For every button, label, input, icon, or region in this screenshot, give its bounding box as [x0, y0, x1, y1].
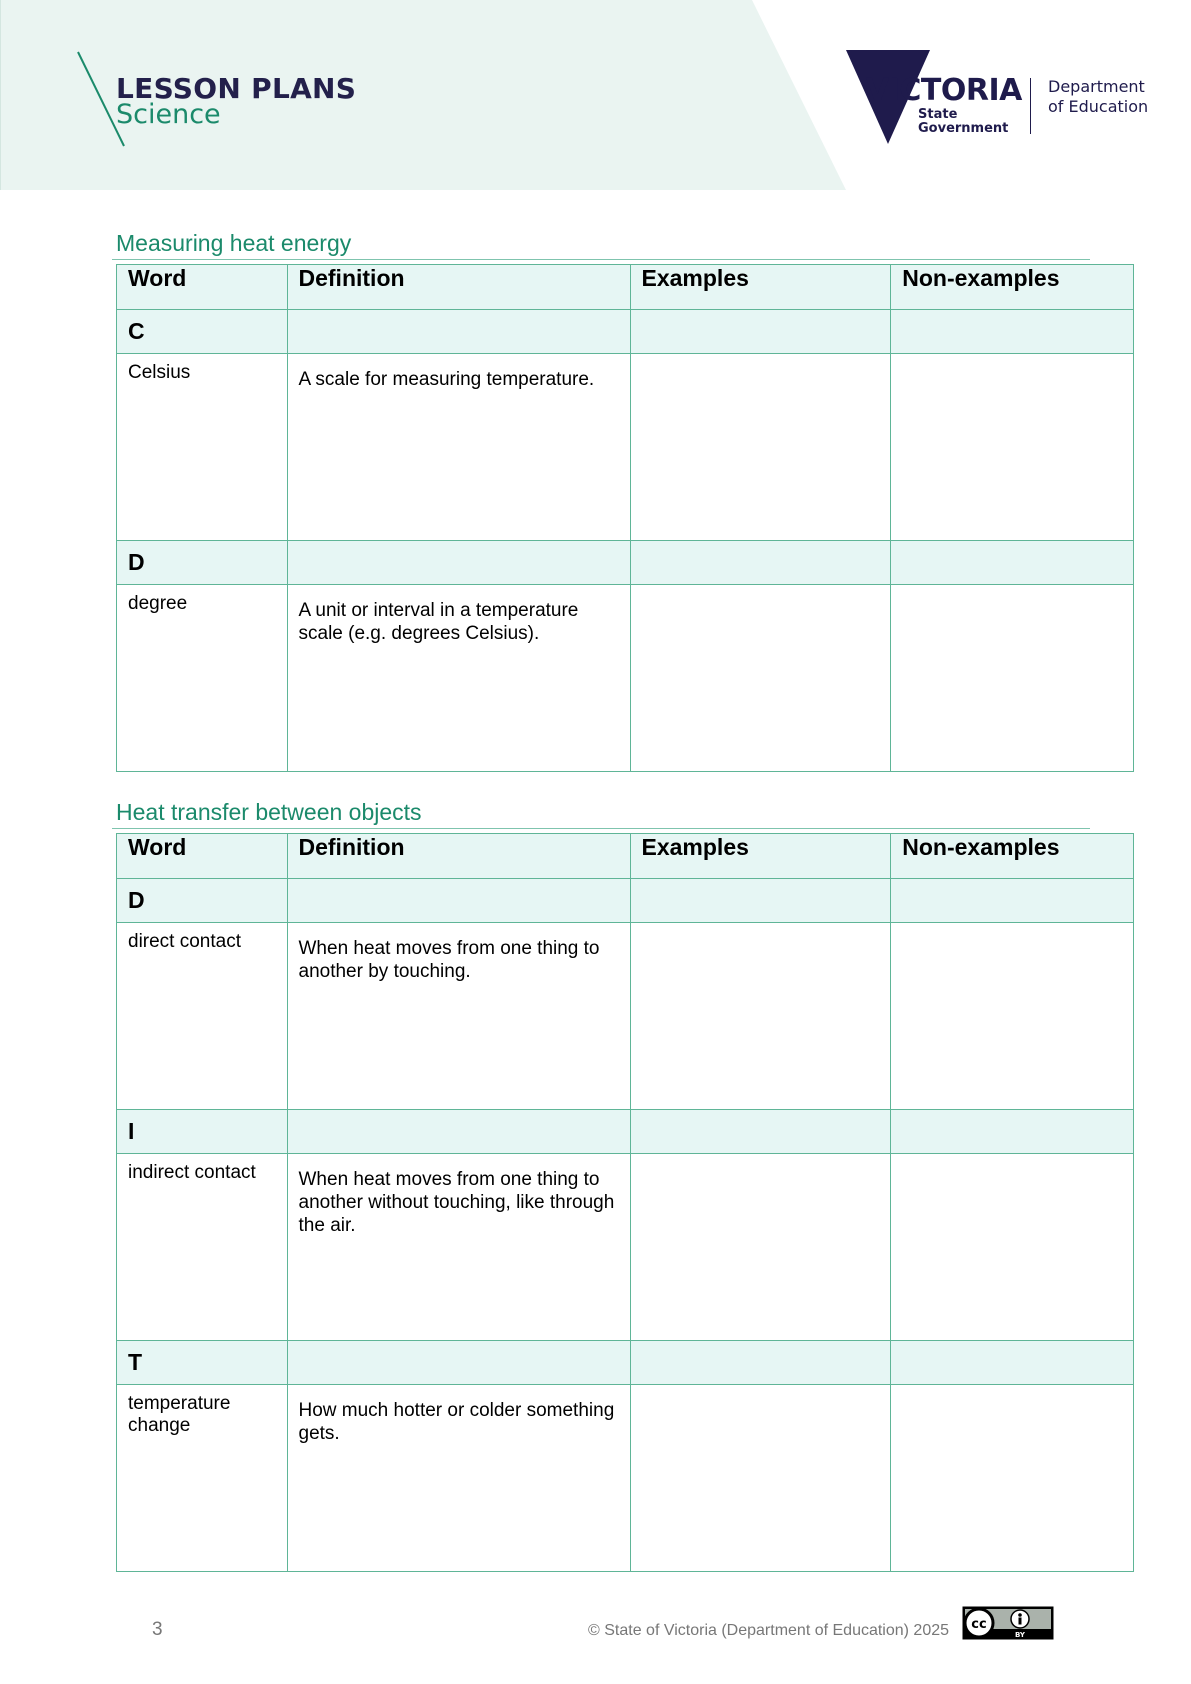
table-header-row [117, 834, 1134, 879]
table-header-row [117, 265, 1134, 310]
letter-row [117, 541, 1134, 585]
examples-cell[interactable] [630, 923, 891, 1110]
column-header-non-examples: Non-examples [891, 834, 1134, 879]
non-examples-cell[interactable] [891, 923, 1134, 1110]
column-header-non-examples: Non-examples [891, 265, 1134, 310]
letter-heading: I [117, 1110, 288, 1154]
vocabulary-table [116, 833, 1134, 1572]
definition-cell: How much hotter or colder something gets. [287, 1385, 630, 1572]
column-header-definition: Definition [287, 834, 630, 879]
letter-heading: T [117, 1341, 288, 1385]
word-cell: temperature change [117, 1385, 288, 1572]
table-row [117, 1385, 1134, 1572]
column-header-definition: Definition [287, 265, 630, 310]
letter-heading: D [117, 879, 288, 923]
definition-cell: A unit or interval in a temperature scale (e.g. degrees Celsius). [287, 585, 630, 772]
word-cell: degree [117, 585, 288, 772]
table-row [117, 585, 1134, 772]
letter-row [117, 1110, 1134, 1154]
column-header-word: Word [117, 834, 288, 879]
page-header [0, 0, 1191, 190]
word-cell: Celsius [117, 354, 288, 541]
non-examples-cell[interactable] [891, 354, 1134, 541]
non-examples-cell[interactable] [891, 1385, 1134, 1572]
non-examples-cell[interactable] [891, 1154, 1134, 1341]
table-row [117, 1154, 1134, 1341]
word-cell: direct contact [117, 923, 288, 1110]
victoria-wordmark: VICTORIA [866, 73, 1022, 108]
letter-heading: D [117, 541, 288, 585]
column-header-examples: Examples [630, 265, 891, 310]
logo-divider [1030, 78, 1031, 134]
examples-cell[interactable] [630, 354, 891, 541]
table-row [117, 354, 1134, 541]
copyright-notice: © State of Victoria (Department of Education) 2025 [588, 1622, 950, 1639]
letter-row [117, 879, 1134, 923]
letter-row [117, 1341, 1134, 1385]
examples-cell[interactable] [630, 1154, 891, 1341]
vocabulary-table [116, 264, 1134, 772]
word-cell: indirect contact [117, 1154, 288, 1341]
definition-cell: When heat moves from one thing to another without touching, like through the air. [287, 1154, 630, 1341]
definition-cell: A scale for measuring temperature. [287, 354, 630, 541]
section-rule [112, 828, 1090, 829]
cc-by-icon [962, 1606, 1054, 1640]
license-label: BY [1014, 1631, 1026, 1639]
svg-text:cc: cc [971, 1617, 987, 1632]
section-rule [112, 259, 1090, 260]
column-header-word: Word [117, 265, 288, 310]
page-number: 3 [152, 1619, 163, 1640]
column-header-examples: Examples [630, 834, 891, 879]
letter-row [117, 310, 1134, 354]
state-government-label: State Government [918, 107, 1009, 136]
series-subtitle: Science [116, 99, 221, 130]
table-row [117, 923, 1134, 1110]
section-title: Measuring heat energy [116, 230, 352, 256]
department-label: Department of Education [1048, 77, 1149, 116]
definition-cell: When heat moves from one thing to another by touching. [287, 923, 630, 1110]
section-title: Heat transfer between objects [116, 799, 422, 825]
non-examples-cell[interactable] [891, 585, 1134, 772]
examples-cell[interactable] [630, 1385, 891, 1572]
letter-heading: C [117, 310, 288, 354]
series-title: LESSON PLANS [116, 72, 357, 105]
examples-cell[interactable] [630, 585, 891, 772]
